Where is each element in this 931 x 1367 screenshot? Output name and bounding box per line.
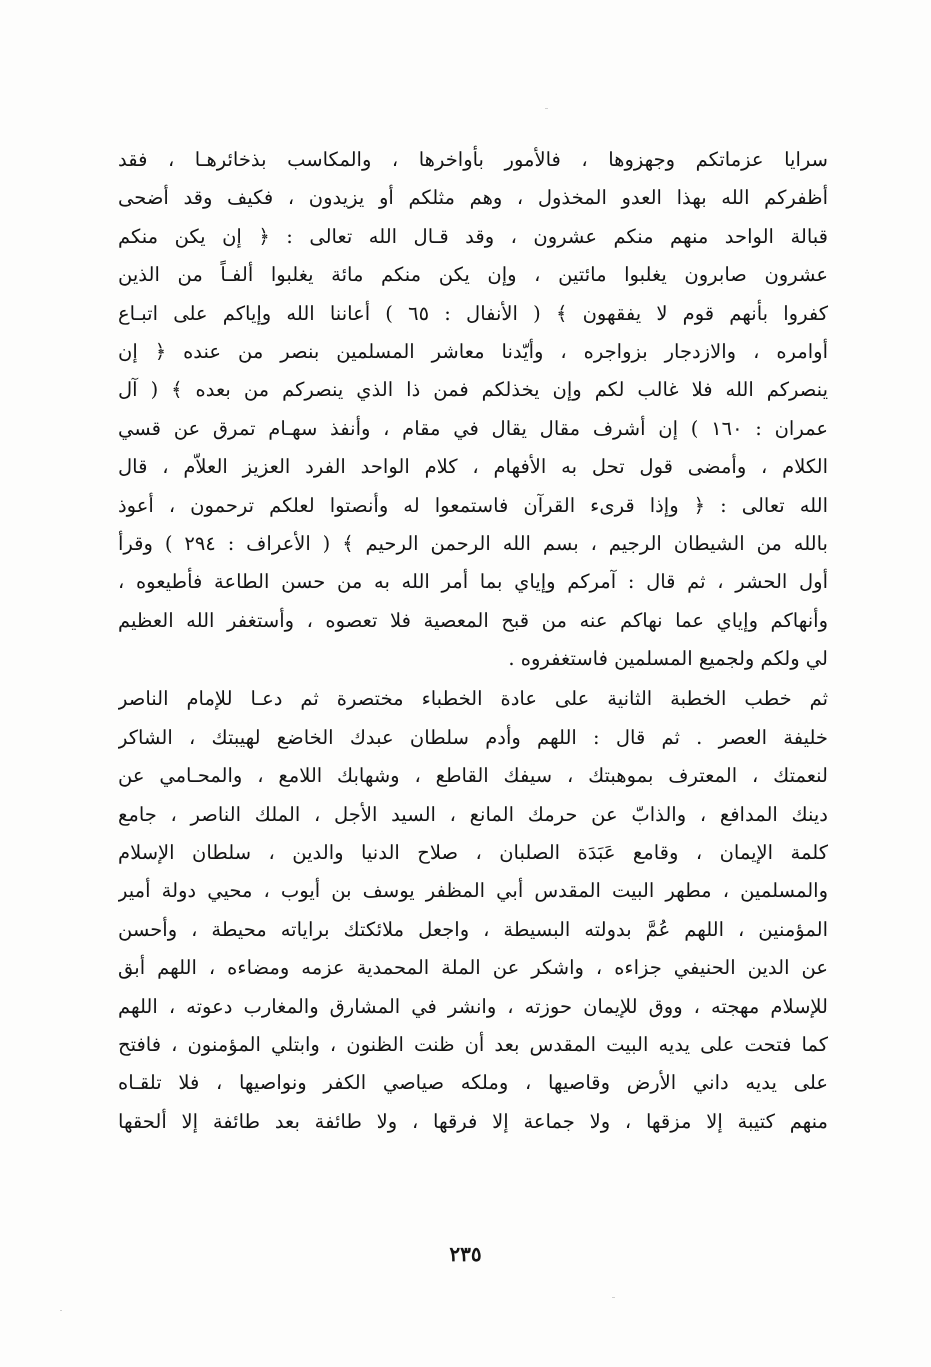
text-line: عن الدين الحنيفي جزاءه ، واشكر عن الملة المحمدية عزمه ومضاءه ، اللهم أبق [118,956,828,980]
text-line: عشرون صابرون يغلبوا مائتين ، وإن يكن منكم مائة يغلبوا ألفـاً من الذين [118,263,828,287]
text-line: ثم خطب الخطبة الثانية على عادة الخطباء مختصرة ثم دعـا للإمام الناصر [118,687,828,711]
text-line: كلمة الإيمان ، وقامع عَبَدَة الصلبان ، صلاح الدنيا والدين ، سلطان الإسلام [118,841,828,865]
text-line: لنعمتك ، المعترف بموهبتك ، سيفك القاطع ، وشهابك اللامع ، والمحـامي عن [118,764,828,788]
page-body [118,141,828,1141]
text-line: الكلام ، وأمضى قول تحل به الأفهام ، كلام الواحد الفرد العزيز العلاّم ، قال [118,455,828,479]
text-line: على يديه داني الأرض وقاصيها ، وملكه صياصي الكفر ونواصيها ، فلا تلقـاه [118,1071,828,1095]
text-line: أوامره ، والازدجار بزواجره ، وأيّدنا معاشر المسلمين بنصر من عنده ﴿ إن [118,339,828,363]
text-line: المؤمنين ، اللهم عُمَّ بدولته البسيطة ، واجعل ملائكتك براياته محيطة ، وأحسن [118,917,828,941]
text-line: وأنهاكم وإياي عما نهاكم عنه من قبح المعصية فلا تعصوه ، وأستغفر الله العظيم [118,608,828,632]
text-line: أول الحشر ، ثم قال : آمركم وإياي بما أمر الله به من حسن الطاعة فأطيعوه ، [118,570,828,594]
text-line: ينصركم الله فلا غالب لكم وإن يخذلكم فمن ذا الذي ينصركم من بعده ﴾ ( آل [118,378,828,402]
paragraph-2 [118,680,828,1141]
page-number: ٢٣٥ [449,1242,482,1266]
text-line: كما فتحت على يديه البيت المقدس بعد أن ظنت الظنون ، وابتلي المؤمنون ، فافتح [118,1032,828,1056]
text-line: عمران : ١٦٠ ) إن أشرف مقال يقال في مقام ، وأنفذ سهـام تمرق عن قسي [118,416,828,440]
text-line: كفروا بأنهم قوم لا يفقهون ﴾ ( الأنفال : ٦٥ ) أعاننا الله وإياكم على اتبـاع [118,301,828,325]
text-line-last: لي ولكم ولجميع المسلمين فاستغفروه . [508,647,828,671]
text-line: للإسلام مهجته ، ووق للإيمان حوزته ، وانشر في المشارق والمغارب دعوته ، اللهم [118,994,828,1018]
text-line: أظفركم الله بهذا العدو المخذول ، وهم مثلكم أو يزيدون ، فكيف وقد أضحى [118,186,828,210]
text-line: الله تعالى : ﴿ وإذا قرىء القرآن فاستمعوا له وأنصتوا لعلكم ترحمون ، أعوذ [118,493,828,517]
text-line: والمسلمين ، مطهر البيت المقدس أبي المظفر يوسف بن أيوب ، محيي دولة أمير [118,879,828,903]
text-line: سرايا عزماتكم وجهزوها ، فالأمور بأواخرها ، والمكاسب بذخائرهـا ، فقد [118,148,828,171]
text-line: خليفة العصر . ثم قال : اللهم وأدم سلطان عبدك الخاضع لهيبتك ، الشاكر [118,725,828,749]
text-line: دينك المدافع ، والذابّ عن حرمك المانع ، السيد الأجل ، الملك الناصر ، جامع [118,802,828,826]
text-line: منهم كتيبة إلا مزقها ، ولا جماعة إلا فرقها ، ولا طائفة بعد طائفة إلا ألحقها [118,1109,828,1133]
scan-speck [545,108,548,109]
scan-speck [612,1297,615,1298]
text-line: بالله من الشيطان الرجيم ، بسم الله الرحمن الرحيم ﴾ ( الأعراف : ٢٩٤ ) وقرأ [118,531,828,555]
text-line: قبالة الواحد منهم منكم عشرون ، وقد قـال الله تعالى : ﴿ إن يكن منكم [118,224,828,248]
paragraph-1 [118,141,828,678]
scan-speck [60,1310,62,1311]
